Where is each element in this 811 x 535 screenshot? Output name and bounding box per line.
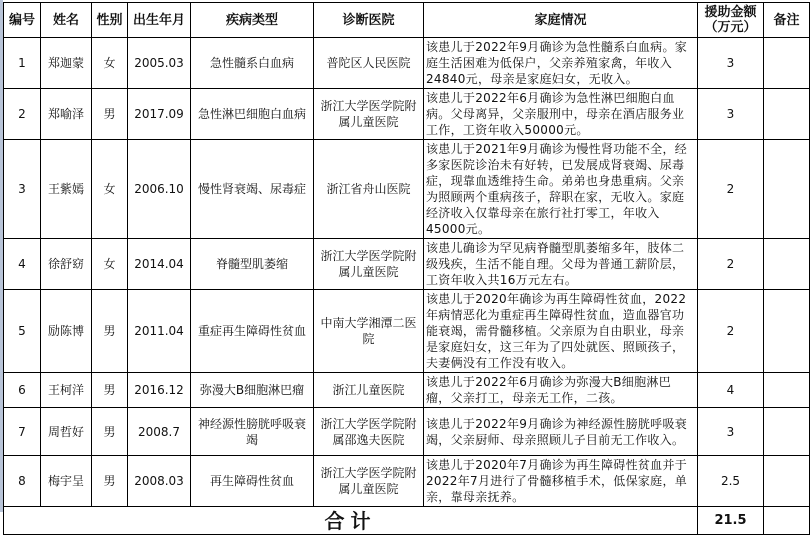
header-birth: 出生年月	[128, 3, 191, 38]
cell-hospital: 浙江大学医学院附属儿童医院	[314, 239, 424, 290]
cell-gender: 男	[92, 290, 128, 373]
cell-no: 5	[4, 290, 41, 373]
cell-no: 8	[4, 456, 41, 507]
cell-name: 徐舒窈	[41, 239, 92, 290]
cell-birth: 2014.04	[128, 239, 191, 290]
cell-disease: 神经源性膀胱呼吸衰竭	[191, 408, 314, 456]
cell-gender: 女	[92, 140, 128, 239]
cell-amount: 4	[698, 373, 764, 408]
cell-no: 6	[4, 373, 41, 408]
cell-birth: 2008.03	[128, 456, 191, 507]
cell-remark	[764, 239, 810, 290]
cell-remark	[764, 140, 810, 239]
cell-gender: 男	[92, 89, 128, 140]
cell-hospital: 浙江大学医学院附属儿童医院	[314, 89, 424, 140]
cell-remark	[764, 373, 810, 408]
table-row	[4, 456, 810, 507]
header-name: 姓名	[41, 3, 92, 38]
header-disease: 疾病类型	[191, 3, 314, 38]
cell-family: 该患儿于2022年9月确诊为急性髓系白血病。家庭生活困难为低保户，父亲养殖家禽，年收入24840元，母亲是家庭妇女，无收入。	[424, 38, 698, 89]
cell-no: 7	[4, 408, 41, 456]
cell-amount: 2	[698, 140, 764, 239]
cell-no: 1	[4, 38, 41, 89]
header-amount: 援助金额（万元）	[698, 3, 764, 38]
cell-gender: 女	[92, 239, 128, 290]
cell-name: 周哲好	[41, 408, 92, 456]
table-row	[4, 89, 810, 140]
cell-gender: 女	[92, 38, 128, 89]
total-amount: 21.5	[698, 507, 764, 535]
cell-hospital: 中南大学湘潭二医院	[314, 290, 424, 373]
aid-recipients-table	[3, 2, 810, 535]
cell-family: 该患儿于2020年7月确诊为再生障碍性贫血并于2022年7月进行了骨髓移植手术，低保家庭，单亲，靠母亲抚养。	[424, 456, 698, 507]
cell-birth: 2016.12	[128, 373, 191, 408]
cell-birth: 2017.09	[128, 89, 191, 140]
cell-gender: 男	[92, 373, 128, 408]
header-remark: 备注	[764, 3, 810, 38]
cell-amount: 2	[698, 290, 764, 373]
cell-amount: 2	[698, 239, 764, 290]
cell-birth: 2005.03	[128, 38, 191, 89]
total-remark	[764, 507, 810, 535]
header-family: 家庭情况	[424, 3, 698, 38]
cell-disease: 弥漫大B细胞淋巴瘤	[191, 373, 314, 408]
table-row	[4, 373, 810, 408]
cell-amount: 3	[698, 38, 764, 89]
cell-family: 该患儿于2020年确诊为再生障碍性贫血，2022年病情恶化为重症再生障碍性贫血，造血器官功能衰竭，需骨髓移植。父亲原为自由职业，母亲是家庭妇女，这三年为了四处就医、照顾孩子，夫妻俩没有工作没有收入。	[424, 290, 698, 373]
header-no: 编号	[4, 3, 41, 38]
cell-disease: 脊髓型肌萎缩	[191, 239, 314, 290]
cell-family: 该患儿确诊为罕见病脊髓型肌萎缩多年，肢体二级残疾，生活不能自理。父母为普通工薪阶层，工资年收入共16万元左右。	[424, 239, 698, 290]
cell-remark	[764, 408, 810, 456]
table-row	[4, 408, 810, 456]
cell-disease: 再生障碍性贫血	[191, 456, 314, 507]
total-label: 合计	[4, 507, 698, 535]
cell-name: 郑喻泽	[41, 89, 92, 140]
header-row	[4, 3, 810, 38]
cell-family: 该患儿于2022年6月确诊为急性淋巴细胞白血病。父母离异，父亲服刑中，母亲在酒店服务业工作，工资年收入50000元。	[424, 89, 698, 140]
cell-birth: 2011.04	[128, 290, 191, 373]
table-row	[4, 140, 810, 239]
cell-gender: 男	[92, 408, 128, 456]
cell-hospital: 浙江儿童医院	[314, 373, 424, 408]
cell-hospital: 浙江大学医学院附属儿童医院	[314, 456, 424, 507]
cell-amount: 2.5	[698, 456, 764, 507]
cell-name: 王紫嫣	[41, 140, 92, 239]
cell-remark	[764, 38, 810, 89]
cell-birth: 2008.7	[128, 408, 191, 456]
cell-no: 4	[4, 239, 41, 290]
cell-no: 2	[4, 89, 41, 140]
cell-birth: 2006.10	[128, 140, 191, 239]
cell-hospital: 浙江省舟山医院	[314, 140, 424, 239]
table-row	[4, 290, 810, 373]
cell-family: 该患儿于2022年9月确诊为神经源性膀胱呼吸衰竭，父亲厨师、母亲照顾儿子目前无工作收入。	[424, 408, 698, 456]
cell-amount: 3	[698, 89, 764, 140]
cell-hospital: 浙江大学医学院附属邵逸夫医院	[314, 408, 424, 456]
cell-name: 王柯洋	[41, 373, 92, 408]
cell-family: 该患儿于2021年9月确诊为慢性肾功能不全，经多家医院诊治未有好转，已发展成肾衰竭、尿毒症，现靠血透维持生命。弟弟也身患重病。父亲为照顾两个重病孩子，辞职在家，无收入。家庭经济收入仅靠母亲在旅行社打零工，年收入45000元。	[424, 140, 698, 239]
cell-remark	[764, 89, 810, 140]
cell-disease: 急性髓系白血病	[191, 38, 314, 89]
cell-name: 郑迦蒙	[41, 38, 92, 89]
total-row	[4, 507, 810, 535]
table-row	[4, 239, 810, 290]
table-row	[4, 38, 810, 89]
cell-gender: 男	[92, 456, 128, 507]
cell-hospital: 普陀区人民医院	[314, 38, 424, 89]
cell-disease: 急性淋巴细胞白血病	[191, 89, 314, 140]
cell-remark	[764, 290, 810, 373]
cell-disease: 重症再生障碍性贫血	[191, 290, 314, 373]
header-gender: 性别	[92, 3, 128, 38]
cell-name: 梅宇呈	[41, 456, 92, 507]
cell-remark	[764, 456, 810, 507]
cell-name: 励陈博	[41, 290, 92, 373]
cell-family: 该患儿于2022年6月确诊为弥漫大B细胞淋巴瘤，父亲打工，母亲无工作，二孩。	[424, 373, 698, 408]
cell-disease: 慢性肾衰竭、尿毒症	[191, 140, 314, 239]
cell-no: 3	[4, 140, 41, 239]
header-hospital: 诊断医院	[314, 3, 424, 38]
cell-amount: 3	[698, 408, 764, 456]
